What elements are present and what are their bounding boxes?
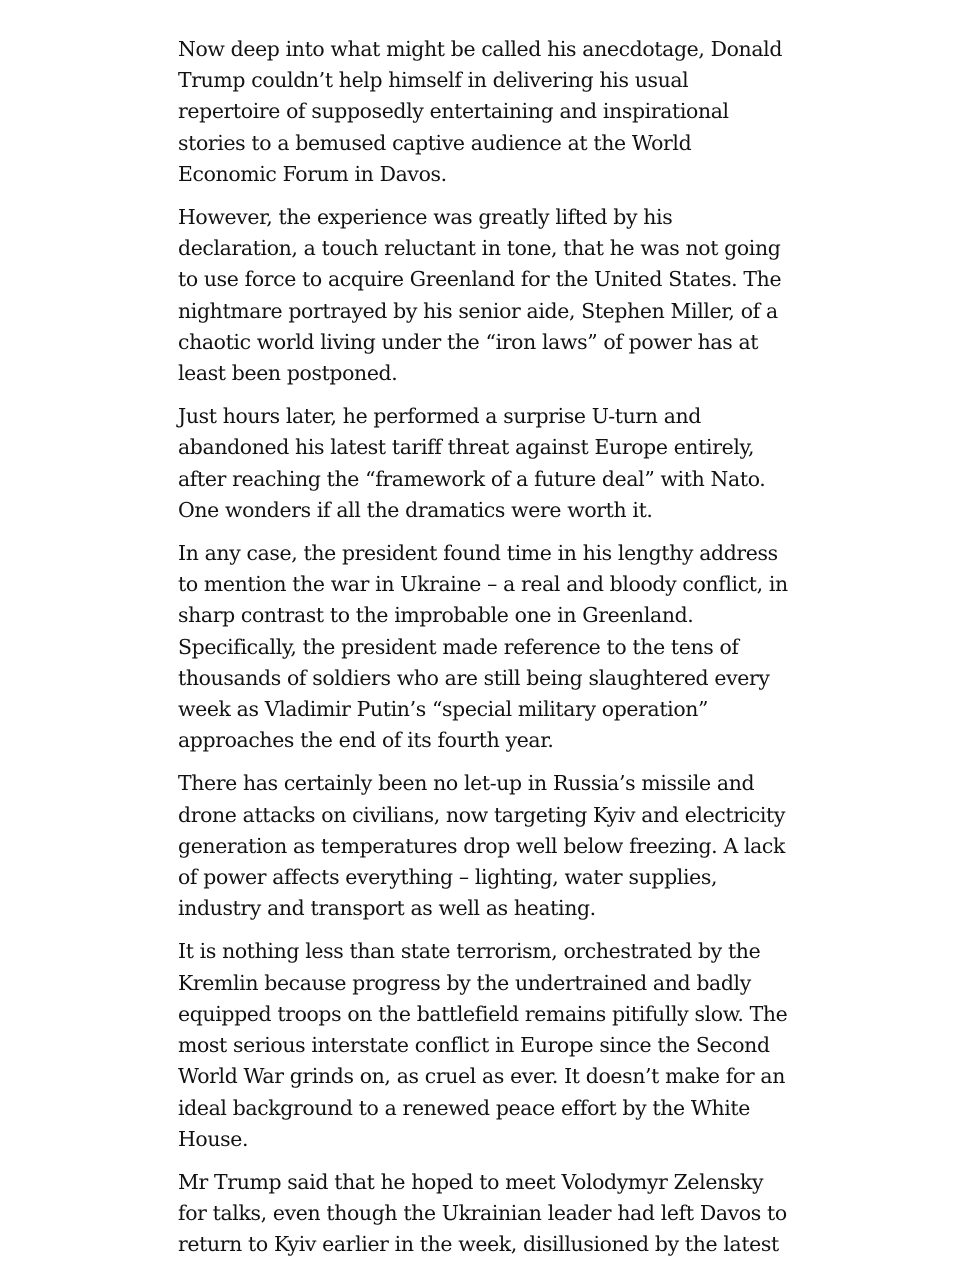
article-body xyxy=(178,34,788,1273)
article-paragraph-4: In any case, the president found time in his lengthy address to mention the war in Ukraine – a real and bloody conflict, in sharp contrast to the improbable one in Greenland. Specifically, the president made reference to the tens of thousands of soldiers who are still being slaughtered every week as Vladimir Putin’s “special military operation” approaches the end of its fourth year. xyxy=(178,541,788,753)
article-paragraph-2: However, the experience was greatly lifted by his declaration, a touch reluctant in tone, that he was not going to use force to acquire Greenland for the United States. The nightmare portrayed by his senior aide, Stephen Miller, of a chaotic world living under the “iron laws” of power has at least been postponed. xyxy=(178,205,782,386)
article-paragraph-6: It is nothing less than state terrorism, orchestrated by the Kremlin because progress by the undertrained and badly equipped troops on the battlefield remains pitifully slow. The most serious interstate conflict in Europe since the Second World War grinds on, as cruel as ever. It doesn’t make for an ideal background to a renewed peace effort by the White House. xyxy=(178,939,788,1151)
article-paragraph-5: There has certainly been no let-up in Russia’s missile and drone attacks on civilians, now targeting Kyiv and electricity generation as temperatures drop well below freezing. A lack of power affects everything – lighting, water supplies, industry and transport as well as heating. xyxy=(178,771,786,921)
article-paragraph-3: Just hours later, he performed a surprise U-turn and abandoned his latest tariff threat against Europe entirely, after reaching the “framework of a future deal” with Nato. One wonders if all the dramatics were worth it. xyxy=(178,404,766,522)
article-paragraph-7: Mr Trump said that he hoped to meet Volodymyr Zelensky for talks, even though the Ukrainian leader had left Davos to return to Kyiv earlier in the week, disillusioned by the latest xyxy=(178,1169,787,1257)
article-paragraph-1: Now deep into what might be called his anecdotage, Donald Trump couldn’t help himself in delivering his usual repertoire of supposedly entertaining and inspirational stories to a bemused captive audience at the World Economic Forum in Davos. xyxy=(178,37,783,186)
